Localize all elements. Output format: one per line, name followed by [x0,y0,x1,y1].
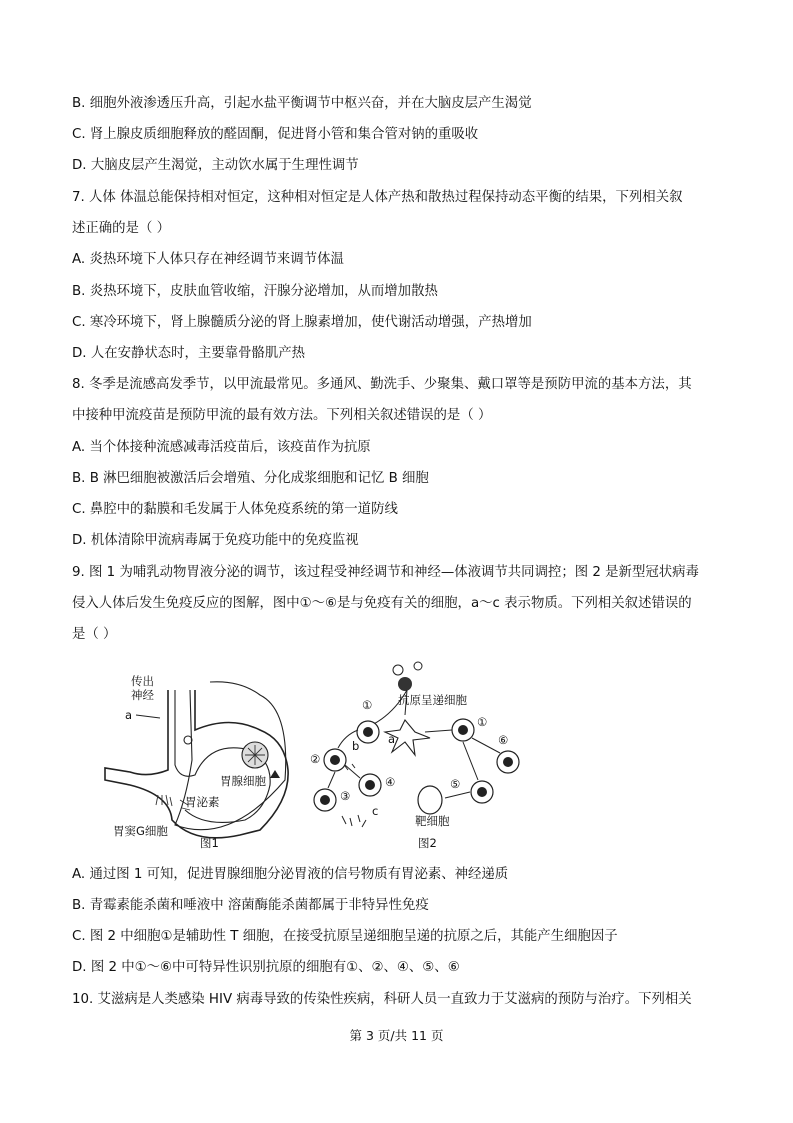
option-line: A. 通过图 1 可知，促进胃腺细胞分泌胃液的信号物质有胃泌素、神经递质 [72,867,509,882]
g-cell-label: 胃窦G细胞 [113,824,168,838]
page-footer: 第 3 页/共 11 页 [349,1028,444,1043]
cell-5-label: ⑤ [450,777,461,791]
question-8-stem: 8. 冬季是流感高发季节，以甲流最常见。多通风、勤洗手、少聚集、戴口罩等是预防甲流的基本方法，其 [72,377,692,392]
question-9-stem-cont: 是（ ） [72,627,117,642]
cell-1-label: ① [362,698,373,712]
arrow [445,792,470,798]
option-line: A. 炎热环境下人体只存在神经调节来调节体温 [72,252,344,267]
figure-2-caption: 图2 [418,836,437,850]
arrow [345,765,360,778]
option-line: B. B 淋巴细胞被激活后会增殖、分化成浆细胞和记忆 B 细胞 [72,471,429,486]
cell-1-nucleus [458,725,468,735]
virus-icon [414,662,422,670]
question-9-figure [100,660,540,860]
option-line: B. 青霉素能杀菌和唾液中 溶菌酶能杀菌都属于非特异性免疫 [72,898,429,913]
option-line: C. 寒冷环境下，肾上腺髓质分泌的肾上腺素增加，使代谢活动增强，产热增加 [72,315,532,330]
cell-2-label: ② [310,752,321,766]
neuron-icon [184,736,192,744]
option-line: D. 图 2 中①～⑥中可特异性识别抗原的细胞有①、②、④、⑤、⑥ [72,960,460,975]
option-line: C. 鼻腔中的黏膜和毛发属于人体免疫系统的第一道防线 [72,502,398,517]
cell-1b-label: ① [477,715,488,729]
option-line: A. 当个体接种流感减毒活疫苗后，该疫苗作为抗原 [72,440,371,455]
label-a: a [125,708,133,722]
virus-icon [393,665,403,675]
nerve-label: 传出 [131,674,154,688]
option-line: D. 机体清除甲流病毒属于免疫功能中的免疫监视 [72,533,359,548]
virus-icon [398,677,412,691]
label-c: c [372,804,379,818]
option-line: C. 肾上腺皮质细胞释放的醛固酮，促进肾小管和集合管对钠的重吸收 [72,127,479,142]
nerve-label: 神经 [131,688,154,702]
option-line: D. 大脑皮层产生渴觉，主动饮水属于生理性调节 [72,158,359,173]
question-9-stem-cont: 侵入人体后发生免疫反应的图解，图中①～⑥是与免疫有关的细胞，a～c 表示物质。下列相关叙述错误的 [72,596,692,611]
cell-4-label: ④ [385,775,396,789]
arrow [472,738,500,753]
figure-svg [100,660,540,860]
arrow [463,742,478,780]
label-b: b [352,739,360,753]
question-10-stem: 10. 艾滋病是人类感染 HIV 病毒导致的传染性疾病，科研人员一直致力于艾滋病的预防与治疗。下列相关 [72,992,692,1007]
leader-line [136,715,160,718]
antibody-marks [342,815,366,827]
target-cell [418,786,442,814]
figure-2 [310,662,519,850]
figure-1 [105,674,288,850]
option-line: B. 细胞外液渗透压升高，引起水盐平衡调节中枢兴奋，并在大脑皮层产生渴觉 [72,96,532,111]
question-9-stem: 9. 图 1 为哺乳动物胃液分泌的调节，该过程受神经调节和神经—体液调节共同调控；图 2 是新型冠状病毒 [72,565,699,580]
option-line: B. 炎热环境下，皮肤血管收缩，汗腺分泌增加，从而增加散热 [72,284,438,299]
gland-detail [245,745,265,765]
cell-3-label: ③ [340,789,351,803]
cell-6-nucleus [503,757,513,767]
target-cell-label: 靶细胞 [415,814,450,828]
option-line: D. 人在安静状态时，主要靠骨骼肌产热 [72,346,306,361]
cell-6-label: ⑥ [498,733,509,747]
cell-1-nucleus [363,727,373,737]
figure-1-caption: 图1 [200,836,219,850]
arrow [425,730,452,732]
question-7-stem: 7. 人体 体温总能保持相对恒定，这种相对恒定是人体产热和散热过程保持动态平衡的结果，下列相关叙 [72,190,683,205]
question-8-stem-cont: 中接种甲流疫苗是预防甲流的最有效方法。下列相关叙述错误的是（ ） [72,408,492,423]
cell-5-nucleus [477,787,487,797]
question-7-stem-cont: 述正确的是（ ） [72,221,170,236]
label-a: a [388,732,396,746]
arrow [328,772,335,788]
gland-cell-label: 胃腺细胞 [220,774,266,788]
cell-2-nucleus [330,755,340,765]
arrow-head [270,770,280,778]
gastrin-label: 胃泌素 [185,795,220,809]
apc-label: 抗原呈递细胞 [398,693,467,707]
option-line: C. 图 2 中细胞①是辅助性 T 细胞，在接受抗原呈递细胞呈递的抗原之后，其能产生细胞因子 [72,929,618,944]
cell-4-nucleus [365,780,375,790]
cell-3-nucleus [320,795,330,805]
